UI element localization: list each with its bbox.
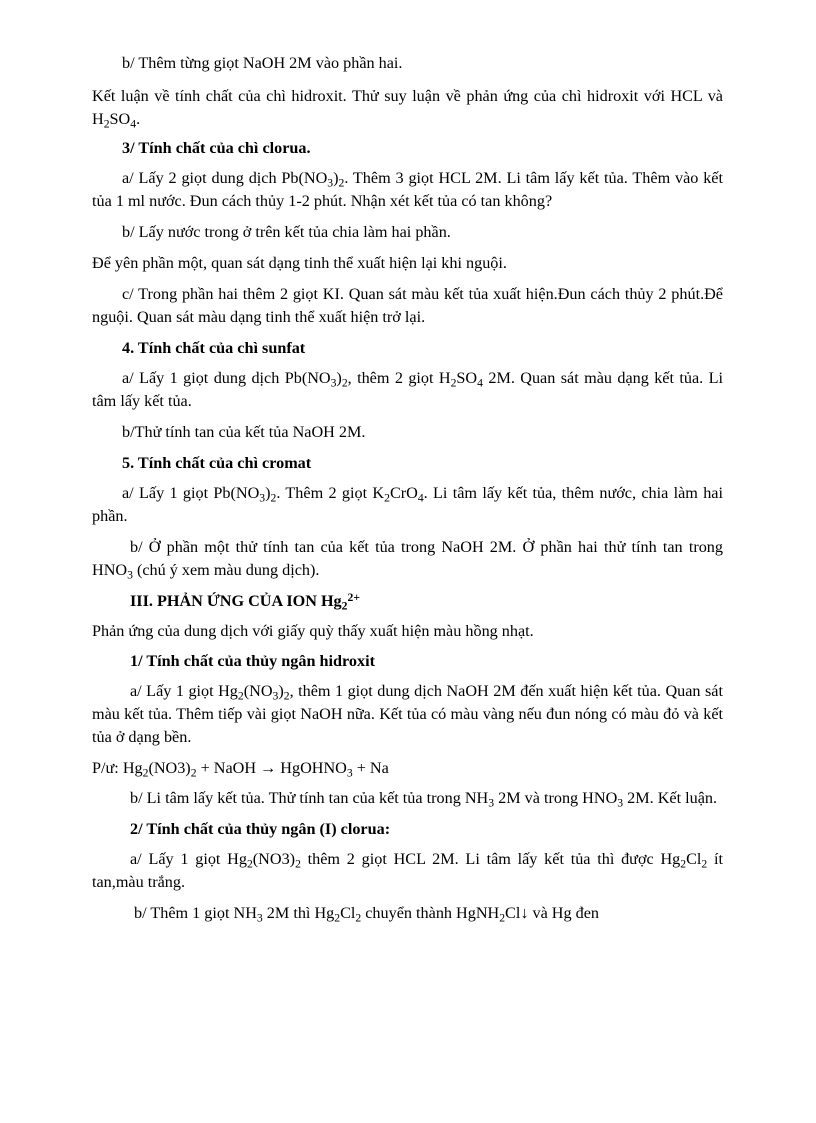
text: Cl bbox=[340, 904, 356, 922]
heading-text: 2/ Tính chất của thủy ngân (I) clorua: bbox=[130, 820, 391, 838]
subscript: 3 bbox=[617, 796, 624, 810]
subscript: 2 bbox=[341, 599, 348, 613]
subscript: 3 bbox=[256, 911, 263, 925]
subscript: 2 bbox=[142, 766, 149, 780]
section-heading bbox=[92, 650, 723, 673]
text: a/ Lấy 1 giọt dung dịch Pb(NO bbox=[122, 369, 331, 387]
subscript: 2 bbox=[190, 766, 197, 780]
subscript: 2 bbox=[103, 117, 110, 131]
paragraph bbox=[92, 482, 723, 528]
heading-text: 1/ Tính chất của thủy ngân hidroxit bbox=[130, 652, 375, 670]
heading-text: III. PHẢN ỨNG CỦA ION Hg bbox=[130, 592, 342, 610]
subscript: 2 bbox=[246, 857, 253, 871]
subscript: 4 bbox=[477, 376, 483, 390]
reaction-equation bbox=[92, 757, 723, 780]
text: + Na bbox=[352, 759, 389, 777]
subscript: 2 bbox=[384, 491, 390, 505]
paragraph bbox=[92, 680, 723, 749]
subscript: 2 bbox=[295, 857, 301, 871]
paragraph bbox=[92, 902, 723, 925]
superscript: 2+ bbox=[347, 590, 360, 604]
subscript: 3 bbox=[259, 491, 266, 505]
text: chuyển thành HgNH bbox=[361, 904, 500, 922]
heading-text: 5. Tính chất của chì cromat bbox=[122, 454, 312, 472]
text: b/ Thêm 1 giọt NH bbox=[134, 904, 257, 922]
document-page bbox=[92, 52, 723, 925]
text: 2M thì Hg bbox=[262, 904, 335, 922]
subscript: 3 bbox=[327, 176, 334, 190]
paragraph bbox=[92, 221, 723, 244]
subscript: 2 bbox=[334, 911, 341, 925]
paragraph bbox=[92, 620, 723, 643]
subscript: 2 bbox=[499, 911, 506, 925]
text: . Thêm 2 giọt K bbox=[276, 484, 385, 502]
text: P/ư: Hg bbox=[92, 759, 143, 777]
text: Cl↓ và Hg đen bbox=[505, 904, 600, 922]
subscript: 2 bbox=[270, 491, 277, 505]
subscript: 3 bbox=[330, 376, 337, 390]
section-heading bbox=[92, 452, 723, 475]
text: a/ Lấy 1 giọt Hg bbox=[130, 850, 247, 868]
section-heading bbox=[92, 818, 723, 841]
subscript: 2 bbox=[680, 857, 687, 871]
text: b/ Lấy nước trong ở trên kết tủa chia làm hai phần. bbox=[122, 223, 451, 241]
paragraph bbox=[92, 421, 723, 444]
section-heading bbox=[92, 337, 723, 360]
text: . bbox=[136, 110, 141, 128]
heading-text: 4. Tính chất của chì sunfat bbox=[122, 339, 306, 357]
text: ) bbox=[333, 169, 339, 187]
text: . Thêm 3 giọt HCL 2M. Li tâm lấy kết tủa. Thêm vào kết tủa 1 ml nước. Đun cách thủy 1-2 phút. Nhận xét kết tủa có tan không? bbox=[92, 169, 723, 210]
text: a/ Lấy 1 giọt Pb(NO bbox=[122, 484, 260, 502]
text: CrO bbox=[389, 484, 418, 502]
text: ) bbox=[278, 682, 284, 700]
subscript: 3 bbox=[272, 689, 279, 703]
text: 2M. Quan sát màu dạng kết tủa. Li tâm lấy kết tủa. bbox=[92, 369, 723, 410]
subscript: 2 bbox=[355, 911, 362, 925]
section-heading bbox=[92, 590, 723, 613]
text: Cl bbox=[686, 850, 702, 868]
paragraph bbox=[92, 252, 723, 275]
paragraph bbox=[92, 85, 723, 131]
text: 2M. Kết luận. bbox=[623, 789, 718, 807]
text: , thêm 2 giọt H bbox=[347, 369, 451, 387]
text: (NO3) bbox=[252, 850, 296, 868]
text: 2M và trong HNO bbox=[494, 789, 618, 807]
subscript: 3 bbox=[127, 568, 133, 582]
text: c/ Trong phần hai thêm 2 giọt KI. Quan sát màu kết tủa xuất hiện.Đun cách thủy 2 phút.Để nguội. Quan sát màu dạng tinh thể xuất hiện trở lại. bbox=[92, 285, 723, 326]
paragraph bbox=[92, 367, 723, 413]
text: Kết luận về tính chất của chì hidroxit. Thử suy luận về phản ứng của chì hidroxit với HCL và H bbox=[92, 87, 723, 128]
paragraph bbox=[92, 283, 723, 329]
text: ) bbox=[265, 484, 271, 502]
subscript: 2 bbox=[237, 689, 244, 703]
section-heading bbox=[92, 137, 723, 160]
subscript: 2 bbox=[701, 857, 708, 871]
text: SO bbox=[109, 110, 131, 128]
paragraph bbox=[92, 536, 723, 582]
subscript: 2 bbox=[283, 689, 290, 703]
text: (NO3) bbox=[148, 759, 191, 777]
subscript: 4 bbox=[130, 117, 137, 131]
text: , thêm 1 giọt dung dịch NaOH 2M đến xuất hiện kết tủa. Quan sát màu kết tủa. Thêm tiếp vài giọt NaOH nữa. Kết tủa có màu vàng nếu đun nóng có màu đỏ và kết tủa ở dạng bền. bbox=[92, 682, 723, 746]
paragraph bbox=[92, 848, 723, 894]
text: . Li tâm lấy kết tủa, thêm nước, chia làm hai phần. bbox=[92, 484, 723, 525]
paragraph bbox=[92, 787, 723, 810]
text: thêm 2 giọt HCL 2M. Li tâm lấy kết tủa thì được Hg bbox=[300, 850, 681, 868]
subscript: 3 bbox=[346, 766, 353, 780]
text: Phản ứng của dung dịch với giấy quỳ thấy xuất hiện màu hồng nhạt. bbox=[92, 622, 534, 640]
text: b/ Ở phần một thử tính tan của kết tủa trong NaOH 2M. Ở phần hai thử tính tan trong HNO bbox=[92, 538, 723, 579]
paragraph bbox=[92, 52, 723, 75]
text: SO bbox=[456, 369, 478, 387]
text: ) bbox=[336, 369, 342, 387]
text: a/ Lấy 2 giọt dung dịch Pb(NO bbox=[122, 169, 328, 187]
text: ít tan,màu trắng. bbox=[92, 850, 723, 891]
text: Để yên phần một, quan sát dạng tinh thể xuất hiện lại khi nguội. bbox=[92, 254, 507, 272]
subscript: 2 bbox=[338, 176, 345, 190]
text: (NO bbox=[243, 682, 273, 700]
text: b/ Thêm từng giọt NaOH 2M vào phần hai. bbox=[122, 54, 403, 72]
paragraph bbox=[92, 167, 723, 213]
text: b/ Li tâm lấy kết tủa. Thử tính tan của kết tủa trong NH bbox=[130, 789, 489, 807]
text: b/Thử tính tan của kết tủa NaOH 2M. bbox=[122, 423, 366, 441]
text: + NaOH → HgOHNO bbox=[196, 759, 347, 777]
subscript: 4 bbox=[417, 491, 424, 505]
text: a/ Lấy 1 giọt Hg bbox=[130, 682, 238, 700]
subscript: 2 bbox=[341, 376, 348, 390]
subscript: 2 bbox=[450, 376, 457, 390]
subscript: 3 bbox=[488, 796, 495, 810]
heading-text: 3/ Tính chất của chì clorua. bbox=[122, 139, 311, 157]
text: (chú ý xem màu dung dịch). bbox=[132, 561, 320, 579]
